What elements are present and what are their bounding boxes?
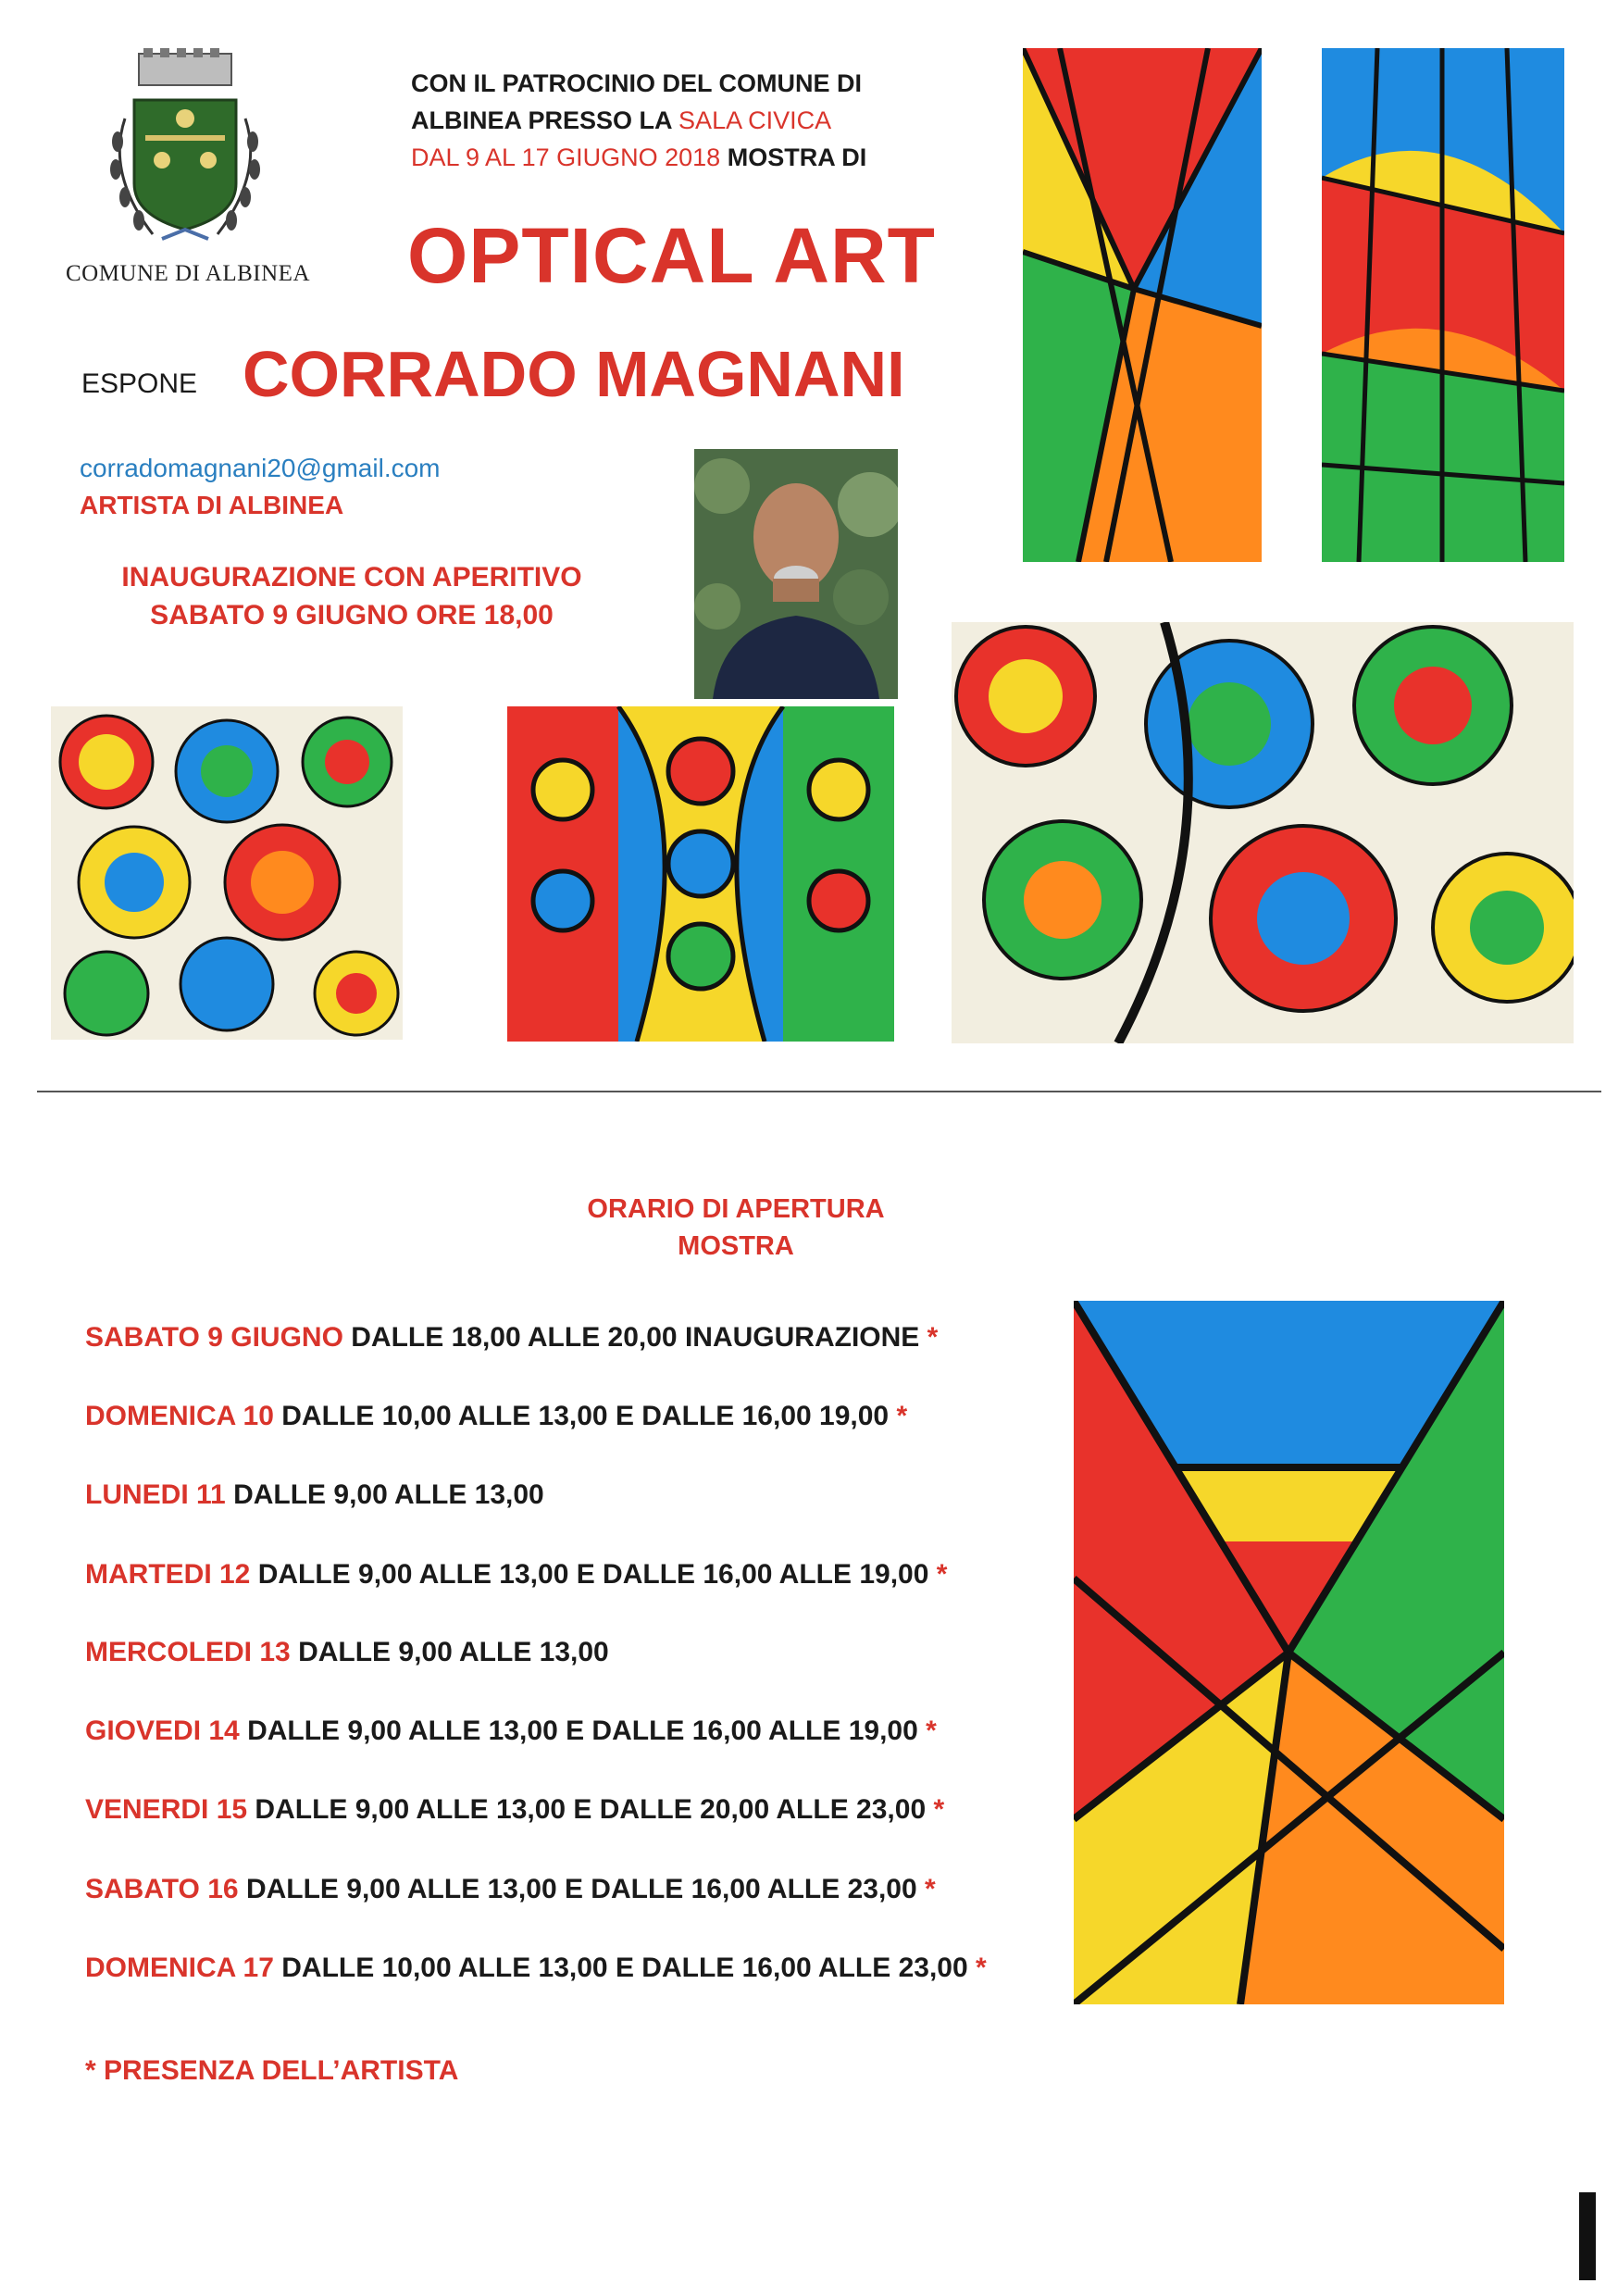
schedule-row: [85, 1479, 544, 1511]
schedule-time: DALLE 18,00 ALLE 20,00 INAUGURAZIONE: [351, 1322, 920, 1353]
patronage-line-1: CON IL PATROCINIO DEL COMUNE DI: [411, 69, 863, 97]
schedule-row: [85, 1794, 944, 1826]
schedule-time: DALLE 9,00 ALLE 13,00 E DALLE 16,00 ALLE 19,00: [257, 1559, 929, 1590]
schedule-day: MARTEDI 12: [85, 1559, 251, 1590]
schedule-day: VENERDI 15: [85, 1794, 248, 1825]
schedule-day: DOMENICA 10: [85, 1401, 274, 1431]
opening-line-1: INAUGURAZIONE CON APERITIVO: [121, 562, 582, 593]
crest-caption: COMUNE DI ALBINEA: [65, 261, 311, 286]
artwork-top-right: [1322, 48, 1564, 562]
schedule-row: [85, 1637, 609, 1668]
section-divider: [37, 1091, 1601, 1092]
crest-emblem: [88, 44, 282, 257]
artist-email[interactable]: corradomagnani20@gmail.com: [80, 454, 441, 482]
artist-presence-marker: *: [936, 1559, 948, 1590]
schedule-time: DALLE 9,00 ALLE 13,00: [298, 1637, 609, 1667]
artwork-bottom-center: [507, 706, 894, 1042]
artist-presence-marker: *: [933, 1794, 945, 1825]
schedule-row: [85, 1559, 947, 1591]
artist-presence-marker: *: [925, 1874, 936, 1904]
schedule-time: DALLE 9,00 ALLE 13,00 E DALLE 16,00 ALLE 19,00: [247, 1716, 918, 1746]
artist-presence-marker: *: [927, 1322, 939, 1353]
hours-heading-line-2: MOSTRA: [678, 1231, 794, 1261]
patronage-line-2: [411, 102, 929, 139]
artwork-bottom-left: [51, 706, 403, 1040]
schedule-row: [85, 1716, 937, 1747]
artwork-bottom-right: [952, 622, 1574, 1043]
patronage-block: [411, 65, 929, 176]
scan-edge-mark: [1579, 2192, 1596, 2280]
artwork-top-left: [1023, 48, 1262, 562]
schedule-time: DALLE 10,00 ALLE 13,00 E DALLE 16,00 ALLE 23,00: [281, 1953, 968, 1983]
patronage-exhibition-label: MOSTRA DI: [727, 144, 867, 171]
hours-heading-line-1: ORARIO DI APERTURA: [587, 1194, 885, 1224]
presence-footnote: * PRESENZA DELL’ARTISTA: [85, 2055, 459, 2086]
artist-photo: [694, 449, 898, 699]
schedule-row: [85, 1322, 938, 1354]
patronage-venue-prefix: ALBINEA PRESSO LA: [411, 106, 672, 134]
schedule-day: MERCOLEDI 13: [85, 1637, 291, 1667]
artist-presence-marker: *: [976, 1953, 987, 1983]
patronage-venue: SALA CIVICA: [678, 106, 832, 134]
schedule-time: DALLE 9,00 ALLE 13,00 E DALLE 20,00 ALLE 23,00: [255, 1794, 927, 1825]
exhibition-dates: DAL 9 AL 17 GIUGNO 2018: [411, 144, 721, 171]
schedule-day: GIOVEDI 14: [85, 1716, 240, 1746]
opening-line-2: SABATO 9 GIUGNO ORE 18,00: [150, 600, 554, 630]
schedule-time: DALLE 10,00 ALLE 13,00 E DALLE 16,00 19,00: [281, 1401, 890, 1431]
artist-presence-marker: *: [926, 1716, 937, 1746]
artist-name: CORRADO MAGNANI: [243, 338, 905, 410]
schedule-day: DOMENICA 17: [85, 1953, 274, 1983]
patronage-line-3: [411, 139, 929, 176]
schedule-row: [85, 1401, 907, 1432]
schedule-row: [85, 1874, 936, 1905]
schedule-time: DALLE 9,00 ALLE 13,00: [233, 1479, 544, 1510]
schedule-row: [85, 1953, 987, 1984]
artist-presence-marker: *: [896, 1401, 908, 1431]
schedule-day: SABATO 16: [85, 1874, 239, 1904]
schedule-day: LUNEDI 11: [85, 1479, 226, 1510]
exhibition-title: OPTICAL ART: [407, 212, 936, 299]
artist-role: ARTISTA DI ALBINEA: [80, 491, 344, 519]
espone-label: ESPONE: [81, 368, 198, 399]
schedule-day: SABATO 9 GIUGNO: [85, 1322, 343, 1353]
schedule-time: DALLE 9,00 ALLE 13,00 E DALLE 16,00 ALLE 23,00: [245, 1874, 917, 1904]
artwork-schedule-side: [1074, 1301, 1504, 2004]
